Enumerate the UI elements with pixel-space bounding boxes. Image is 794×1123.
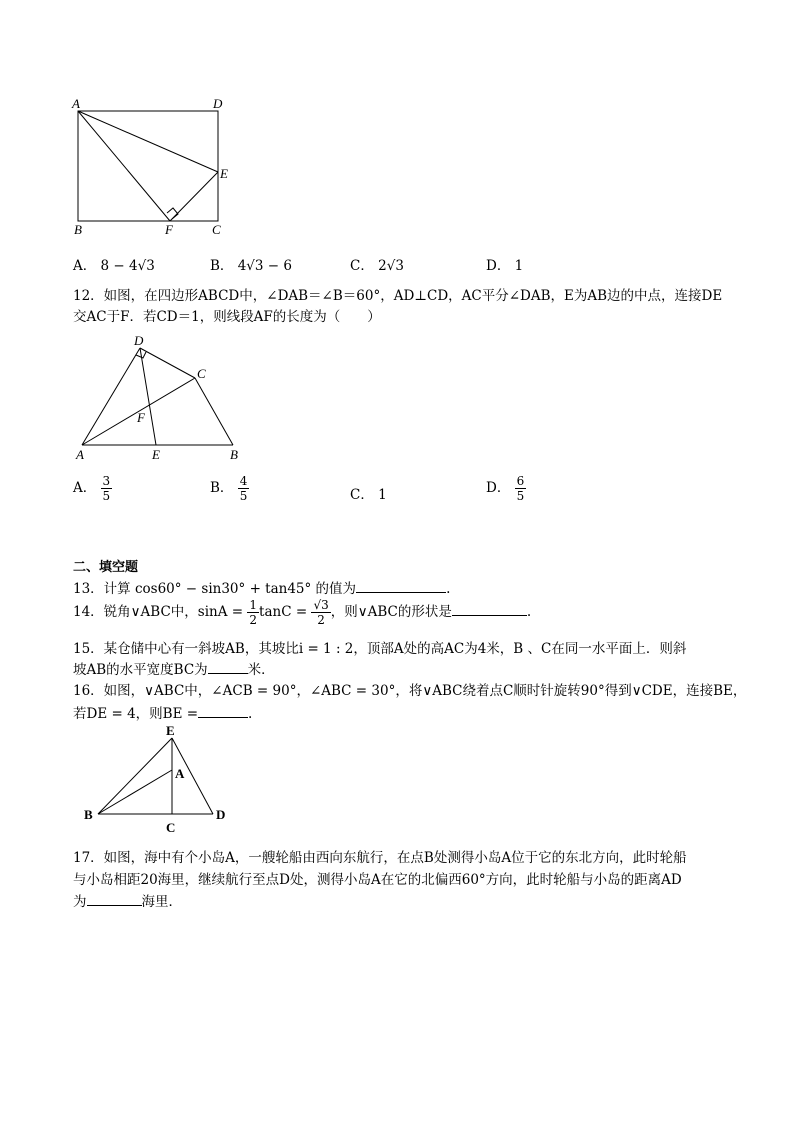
q11-figure <box>65 92 245 240</box>
segment-dc <box>140 348 195 378</box>
q12-question-line2: 交AC于F．若CD＝1，则线段AF的长度为（ ） <box>73 309 381 325</box>
segment-be <box>98 738 172 814</box>
q17-question-line2: 与小岛相距20海里，继续航行至点D处，测得小岛A在它的北偏西60°方向，此时轮船与小岛的距离AD <box>73 872 682 888</box>
q16-question-line2: 若DE = 4，则BE = . <box>73 706 253 722</box>
label-d: D <box>216 807 226 822</box>
q12-question-line1: 12．如图，在四边形ABCD中，∠DAB＝∠B＝60°，AD⊥CD，AC平分∠DAB，E为AB边的中点，连接DE <box>73 288 723 304</box>
label-c: C <box>197 366 206 381</box>
rectangle-abcd <box>78 111 218 221</box>
q17-question-line1: 17．如图，海中有个小岛A，一艘轮船由西向东航行，在点B处测得小岛A位于它的东北方向，此时轮船 <box>73 850 687 866</box>
label-e: E <box>220 166 228 181</box>
label-b: B <box>74 222 82 237</box>
q14-answer-blank[interactable] <box>452 603 527 616</box>
q12-option-c: C． 1 <box>350 487 387 503</box>
q11-option-c: C． 2√3 <box>350 258 404 274</box>
q16-question-line1: 16．如图，∨ABC中，∠ACB = 90°，∠ABC = 30°，将∨ABC绕着点C顺时针旋转90°得到∨CDE，连接BE， <box>73 683 747 699</box>
label-c: C <box>166 820 176 835</box>
label-e: E <box>152 447 160 462</box>
label-a: A <box>72 96 80 111</box>
q11-option-b: B． 4√3 − 6 <box>210 258 292 274</box>
q11-option-d: D． 1 <box>486 258 524 274</box>
right-angle-mark <box>167 208 178 219</box>
q13-question: 13．计算 cos60° − sin30° + tan45° 的值为 . <box>73 581 451 597</box>
q14-question: 14．锐角∨ABC中，sinA = $\frac{1}{2}$ tanC = $\frac{√3}{2}$ ，则∨ABC的形状是 . <box>73 598 532 627</box>
q12-option-d: D． $\frac{6}{5}$ <box>486 474 525 503</box>
segment-cb <box>195 378 233 445</box>
section-title: 二、填空题 <box>73 560 139 575</box>
segment-af <box>78 111 170 221</box>
label-b: B <box>230 447 238 462</box>
q11-option-a: A． 8 − 4√3 <box>73 258 155 274</box>
label-d: D <box>213 96 223 111</box>
q13-answer-blank[interactable] <box>356 580 446 593</box>
q12-figure <box>70 328 250 466</box>
segment-de <box>140 348 156 445</box>
label-a: A <box>175 766 185 781</box>
segment-ae <box>78 111 218 172</box>
label-b: B <box>84 807 93 822</box>
q15-question-line2: 坡AB的水平宽度BC为 米． <box>73 662 275 678</box>
q16-answer-blank[interactable] <box>198 705 248 718</box>
label-f: F <box>165 222 173 237</box>
q15-question-line1: 15．某仓储中心有一斜坡AB，其坡比i = 1 : 2，顶部A处的高AC为4米，B 、C在同一水平面上．则斜 <box>73 641 687 657</box>
q12-option-b: B． $\frac{4}{5}$ <box>210 474 248 503</box>
segment-ad <box>82 348 140 445</box>
label-f: F <box>137 410 145 425</box>
label-a: A <box>76 447 84 462</box>
q16-figure <box>80 722 240 837</box>
q17-question-line3: 为 海里． <box>73 894 182 910</box>
q17-answer-blank[interactable] <box>87 893 142 906</box>
q15-answer-blank[interactable] <box>208 661 248 674</box>
label-e: E <box>166 723 175 738</box>
q12-option-a: A． $\frac{3}{5}$ <box>73 474 111 503</box>
label-c: C <box>212 222 221 237</box>
label-d: D <box>134 333 144 348</box>
